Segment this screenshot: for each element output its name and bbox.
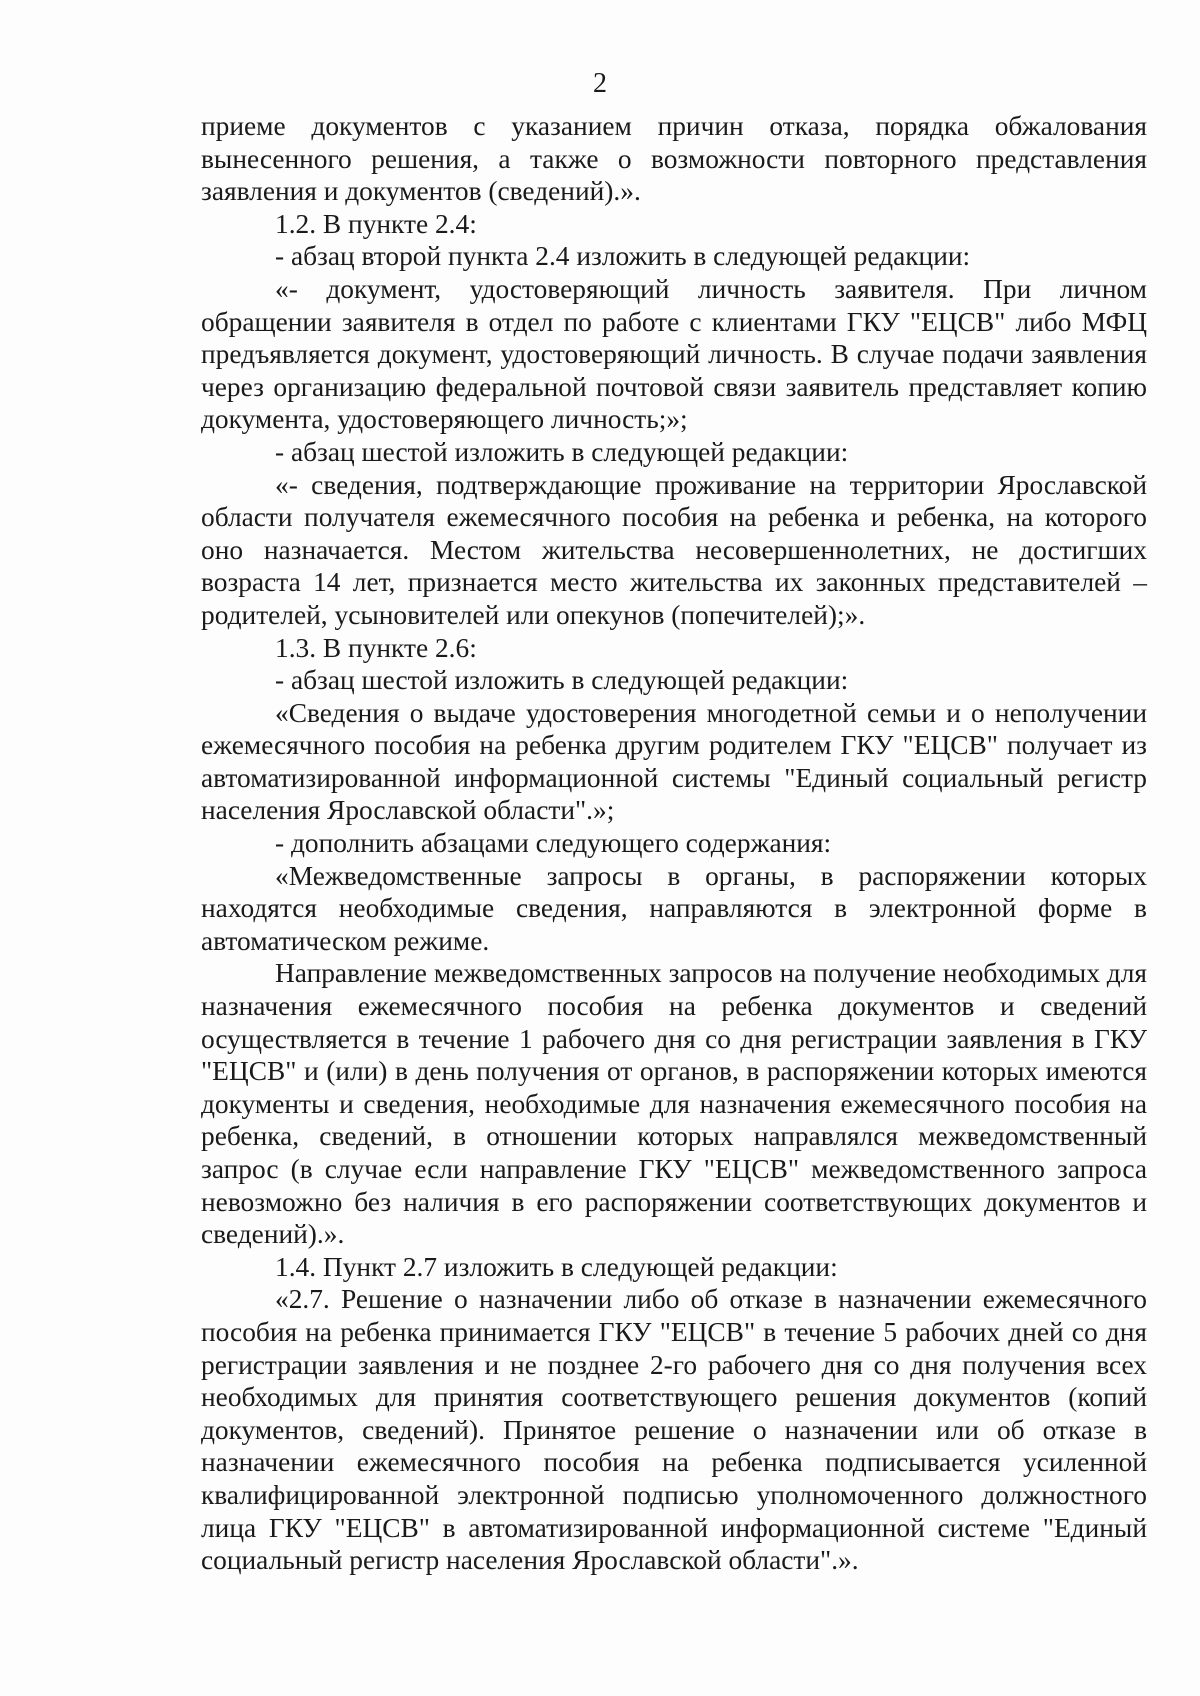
paragraph-amendment-instruction: - дополнить абзацами следующего содержания: (275, 828, 832, 859)
paragraph-quoted-text: «- сведения, подтверждающие проживание на территории Ярославской области получателя ежемесячного пособия на ребенка и ребенка, на которого оно назначается. Местом жительства несовершеннолетних, не достигших возраста 14 лет, признается место жительства их законных представителей – родителей, усыновителей или опекунов (попечителей);». (201, 469, 1147, 630)
paragraph-amendment-instruction: - абзац шестой изложить в следующей редакции: (275, 436, 849, 467)
paragraph-amendment-instruction: - абзац второй пункта 2.4 изложить в следующей редакции: (275, 241, 971, 272)
paragraph-continuation: приеме документов с указанием причин отказа, порядка обжалования вынесенного решения, а также о возможности повторного представления заявления и документов (сведений).». (201, 111, 1147, 207)
paragraph-quoted-text: Направление межведомственных запросов на получение необходимых для назначения ежемесячного пособия на ребенка документов и сведений осуществляется в течение 1 рабочего дня со дня регистрации заявления в ГКУ "ЕЦСВ" и (или) в день получения от органов, в распоряжении которых имеются документы и сведения, необходимые для назначения ежемесячного пособия на ребенка, сведений, в отношении которых направлялся межведомственный запрос (в случае если направление ГКУ "ЕЦСВ" межведомственного запроса невозможно без наличия в его распоряжении соответствующих документов и сведений).». (201, 958, 1147, 1250)
paragraph-item-1-2: 1.2. В пункте 2.4: (275, 208, 477, 239)
paragraph-quoted-text: «- документ, удостоверяющий личность заявителя. При личном обращении заявителя в отдел по работе с клиентами ГКУ "ЕЦСВ" либо МФЦ предъявляется документ, удостоверяющий личность. В случае подачи заявления через организацию федеральной почтовой связи заявитель представляет копию документа, удостоверяющего личность;»; (201, 273, 1147, 435)
paragraph-item-1-4: 1.4. Пункт 2.7 изложить в следующей редакции: (275, 1251, 838, 1282)
paragraph-quoted-text: «Сведения о выдаче удостоверения многодетной семьи и о неполучении ежемесячного пособия на ребенка другим родителем ГКУ "ЕЦСВ" получает из автоматизированной информационной системы "Единый социальный регистр населения Ярославской области".»; (201, 697, 1147, 826)
page-number: 2 (593, 68, 607, 99)
paragraph-item-1-3: 1.3. В пункте 2.6: (275, 632, 477, 663)
paragraph-quoted-text: «2.7. Решение о назначении либо об отказе в назначении ежемесячного пособия на ребенка принимается ГКУ "ЕЦСВ" в течение 5 рабочих дней со дня регистрации заявления и не позднее 2-го рабочего дня со дня получения всех необходимых для принятия соответствующего решения документов (копий документов, сведений). Принятое решение о назначении или об отказе в назначении ежемесячного пособия на ребенка подписывается усиленной квалифицированной электронной подписью уполномоченного должностного лица ГКУ "ЕЦСВ" в автоматизированной информационной системе "Единый социальный регистр населения Ярославской области".». (201, 1284, 1147, 1576)
paragraph-amendment-instruction: - абзац шестой изложить в следующей редакции: (275, 665, 849, 696)
document-body (201, 110, 1147, 1577)
paragraph-quoted-text: «Межведомственные запросы в органы, в распоряжении которых находятся необходимые сведения, направляются в электронной форме в автоматическом режиме. (201, 860, 1147, 956)
